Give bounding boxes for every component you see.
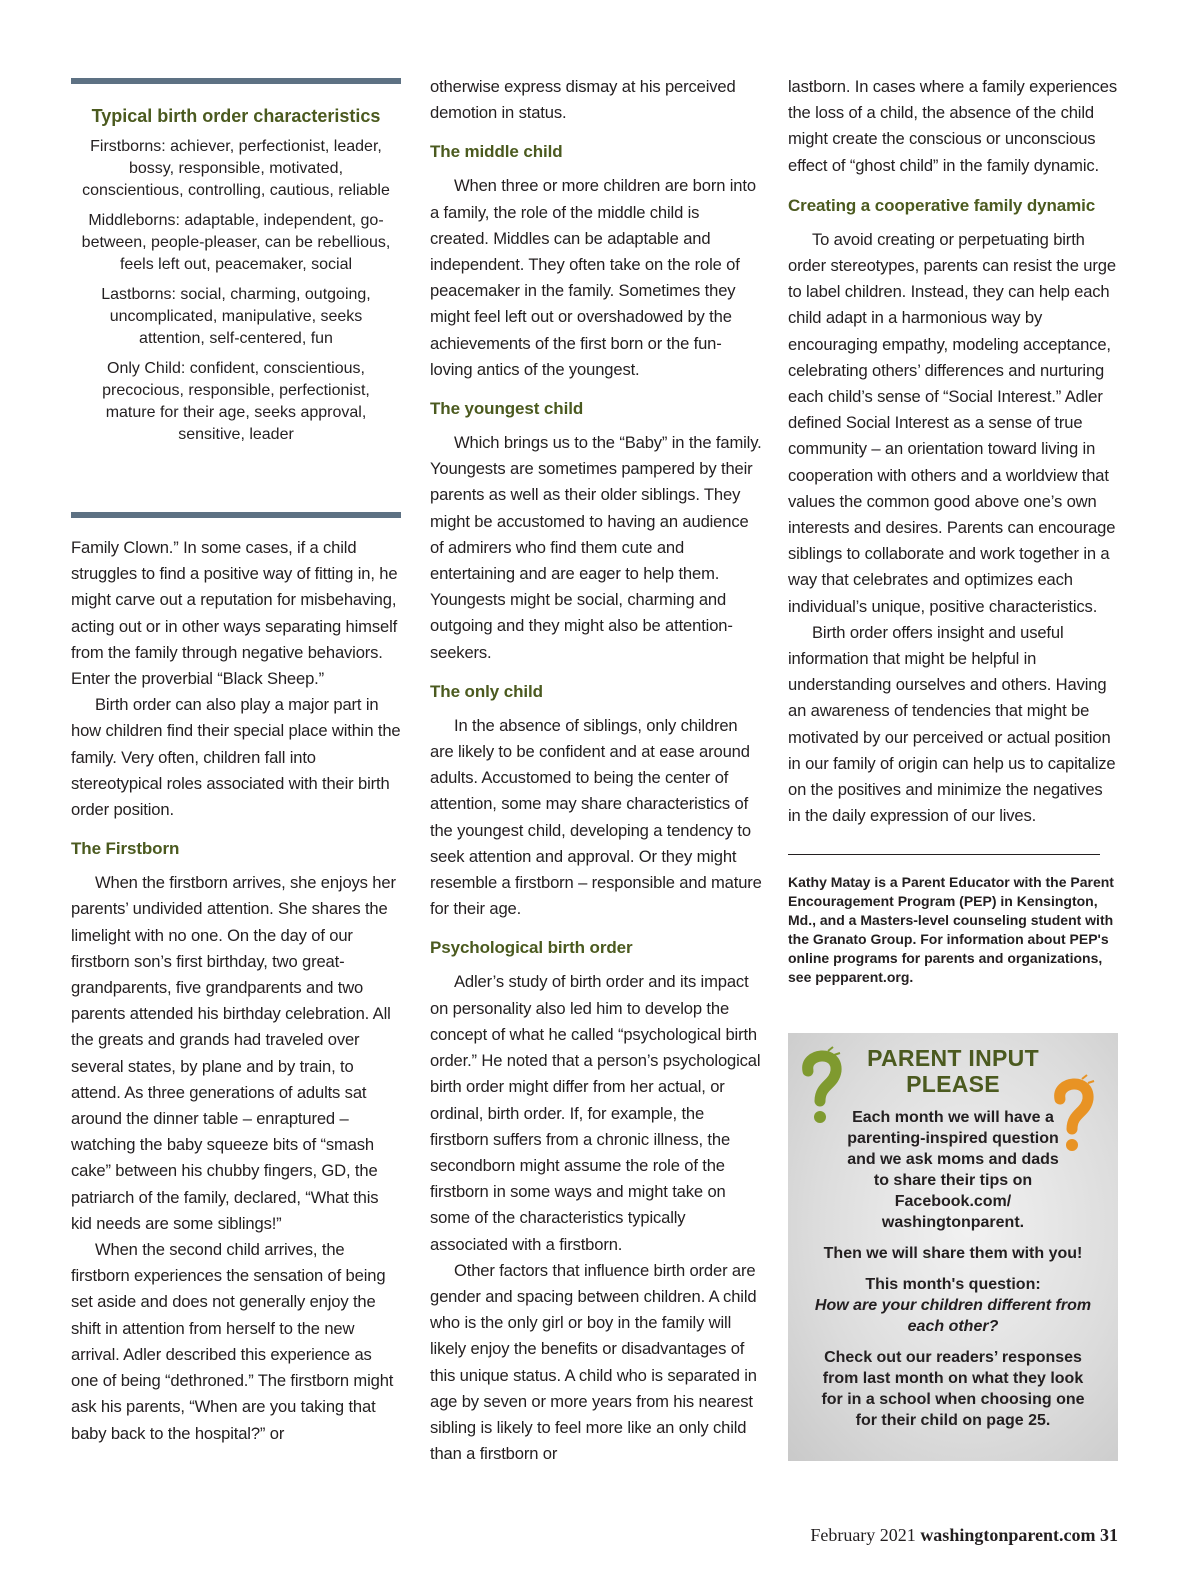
- page-footer: [810, 1523, 1118, 1547]
- promo-title: PARENT INPUT PLEASE: [867, 1045, 1039, 1097]
- promo-text: Then we will share them with you!: [823, 1245, 1083, 1262]
- divider: [788, 854, 1100, 855]
- paragraph: Birth order offers insight and useful information that might be helpful in understanding ourselves and others. Having an awareness of tendencies that might be motivated by our perceived or actual position in our family of origin can help us to capitalize on the positives and minimize the negatives in the daily expression of our lives.: [788, 622, 1116, 826]
- parent-input-box: [788, 1033, 1118, 1461]
- promo-text: Each month we will have a parenting-inspired question and we ask moms and dads to share their tips on Facebook.com/ washingtonparent.: [847, 1109, 1059, 1231]
- promo-question: [803, 1274, 1103, 1337]
- sidebar-item-only-child: Only Child: confident, conscientious, precocious, responsible, perfectionist, mature for their age, seeks approval, sensitive, leader: [102, 360, 370, 443]
- heading-youngest-child: The youngest child: [430, 399, 584, 419]
- sidebar-box: [71, 78, 401, 518]
- footer-date: February 2021: [810, 1525, 916, 1545]
- paragraph: When the firstborn arrives, she enjoys her parents’ undivided attention. She shares the limelight with no one. On the day of our firstborn son’s first birthday, two great-grandparents, five grandparents and two parents attended his birthday celebration. All the greats and grands had traveled over several states, by plane and by train, to attend. As three generations of adults sat around the dinner table – enraptured – watching the baby squeeze bits of “smash cake” between his chubby fingers, GD, the patriarch of the family, declared, “What this kid needs are some siblings!”: [71, 873, 396, 1233]
- footer-site: washingtonparent.com: [920, 1525, 1096, 1545]
- question-mark-icon: [1050, 1073, 1096, 1155]
- heading-firstborn: The Firstborn: [71, 839, 180, 859]
- heading-psychological-birth-order: Psychological birth order: [430, 938, 633, 958]
- paragraph: When the second child arrives, the firstborn experiences the sensation of being set aside and does not generally enjoy the shift in attention from herself to the new arrival. Adler described this experience as one of being “dethroned.” The firstborn might ask his parents, “When are you taking that baby back to the hospital?” or: [71, 1240, 394, 1443]
- question-label: This month's question:: [865, 1276, 1041, 1293]
- page-number: 31: [1100, 1525, 1118, 1545]
- paragraph: Family Clown.” In some cases, if a child struggles to find a positive way of fitting in, he might carve out a reputation for misbehaving, acting out or in other ways separating himself from the family through negative behaviors. Enter the proverbial “Black Sheep.”: [71, 538, 398, 689]
- heading-middle-child: The middle child: [430, 142, 563, 162]
- sidebar-item-lastborns: Lastborns: social, charming, outgoing, uncomplicated, manipulative, seeks attention, self-centered, fun: [101, 286, 371, 347]
- paragraph: Birth order can also play a major part in how children find their special place within the family. Very often, children fall into stereotypical roles associated with their birth order position.: [71, 695, 401, 820]
- column-1: [71, 535, 401, 1447]
- paragraph: To avoid creating or perpetuating birth order stereotypes, parents can resist the urge to label children. Instead, they can help each child adapt in a harmonious way by encouraging empathy, modeling acceptance, celebrating others’ differences and nurturing each child’s sense of “Social Interest.” Adler defined Social Interest as a sense of true community – an orientation toward living in cooperation with others and a worldview that values the common good above one’s own interests and desires. Parents can encourage siblings to collaborate and work together in a way that celebrates and optimizes each individual’s unique, positive characteristics.: [788, 229, 1116, 616]
- paragraph: otherwise express dismay at his perceived demotion in status.: [430, 77, 736, 123]
- paragraph: In the absence of siblings, only children are likely to be confident and at ease around adults. Accustomed to being the center of attention, some may share characteristics of the youngest child, developing a tendency to seek attention and approval. Or they might resemble a firstborn – responsible and mature for their age.: [430, 715, 762, 919]
- heading-only-child: The only child: [430, 681, 543, 701]
- author-bio: Kathy Matay is a Parent Educator with the Parent Encouragement Program (PEP) in Kensington, Md., and a Masters-level counseling student with the Granato Group. For information about PEP's online programs for parents and organizations, see pepparent.org.: [788, 874, 1114, 985]
- promo-text: Check out our readers’ responses from last month on what they look for in a school when choosing one for their child on page 25.: [821, 1349, 1085, 1429]
- column-3: [788, 74, 1118, 829]
- sidebar-item-firstborns: Firstborns: achiever, perfectionist, leader, bossy, responsible, motivated, conscientious, controlling, cautious, reliable: [82, 138, 390, 199]
- column-2: [430, 74, 762, 1467]
- paragraph: When three or more children are born into a family, the role of the middle child is created. Middles can be adaptable and independent. They often take on the role of peacemaker in the family. Sometimes they might feel left out or overshadowed by the achievements of the first born or the fun-loving antics of the youngest.: [430, 176, 756, 379]
- heading-cooperative-family-dynamic: Creating a cooperative family dynamic: [788, 195, 1096, 215]
- paragraph: lastborn. In cases where a family experiences the loss of a child, the absence of the child might create the conscious or unconscious effect of “ghost child” in the family dynamic.: [788, 77, 1117, 175]
- sidebar-item-middleborns: Middleborns: adaptable, independent, go-between, people-pleaser, can be rebellious, feels left out, peacemaker, social: [81, 212, 391, 273]
- question-mark-icon: [798, 1045, 844, 1127]
- paragraph: Adler’s study of birth order and its impact on personality also led him to develop the concept of what he called “psychological birth order.” He noted that a person’s psychological birth order might differ from her actual, or ordinal, birth order. If, for example, the firstborn suffers from a chronic illness, the secondborn might assume the role of the firstborn in some ways and might take on some of the characteristics typically associated with a firstborn.: [430, 972, 761, 1254]
- paragraph: Which brings us to the “Baby” in the family. Youngests are sometimes pampered by their parents as well as their older siblings. They might be accustomed to having an audience of admirers who find them cute and entertaining and are eager to help them. Youngests might be social, charming and outgoing and they might also be attention-seekers.: [430, 433, 762, 662]
- paragraph: Other factors that influence birth order are gender and spacing between children. A child who is the only girl or boy in the family will likely enjoy the benefits or disadvantages of this unique status. A child who is separated in age by seven or more years from his nearest sibling is likely to feel more like an only child than a firstborn or: [430, 1260, 757, 1464]
- sidebar-title: Typical birth order characteristics: [91, 106, 381, 126]
- question-text: How are your children different from each other?: [814, 1297, 1092, 1335]
